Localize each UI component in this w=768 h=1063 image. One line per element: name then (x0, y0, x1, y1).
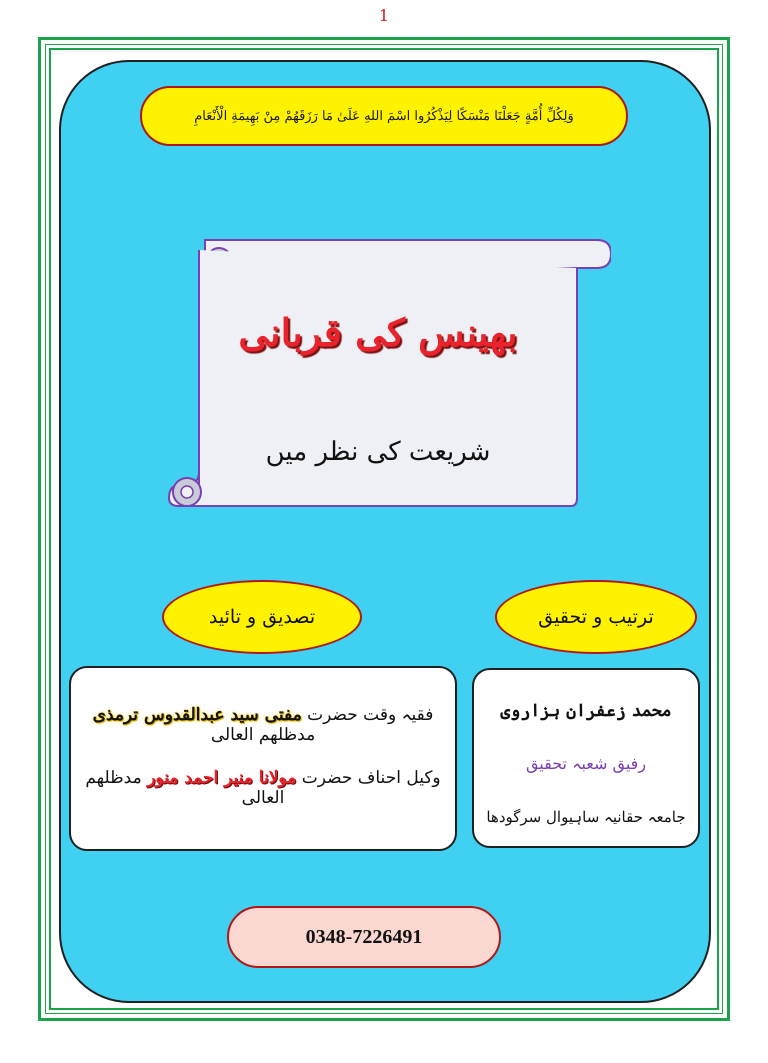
endorsers-box (69, 666, 457, 851)
verse-banner (140, 86, 628, 146)
endorsement-label-oval (162, 580, 362, 654)
contact-banner (227, 906, 501, 968)
endorser-line-1 (83, 704, 443, 745)
main-title: بھینس کی قربانی (238, 310, 518, 355)
cover-panel (59, 60, 711, 1003)
endorser-1-name: مفتی سید عبدالقدوس ترمذی (92, 705, 302, 725)
page-number: 1 (378, 6, 390, 25)
endorsement-label: تصدیق و تائید (208, 606, 316, 628)
title-scroll (165, 236, 611, 508)
compiler-role: رفیق شعبہ تحقیق (525, 754, 647, 773)
endorser-2-name: مولانا منیر احمد منور (147, 768, 297, 788)
endorser-1-prefix: فقیہ وقت حضرت (307, 705, 434, 725)
subtitle: شریعت کی نظر میں (265, 437, 491, 467)
endorser-line-2 (83, 768, 443, 808)
endorser-1-suffix: مدظلھم العالی (210, 725, 316, 745)
endorser-2-prefix: وکیل احناف حضرت (301, 768, 441, 788)
compiler-box (472, 668, 700, 848)
endorser-2-suffix: مدظلھم العالی (85, 768, 285, 808)
contact-phone: 0348-7226491 (305, 925, 423, 948)
verse-text: وَلِكُلِّ أُمَّةٍ جَعَلْنَا مَنْسَكًا لِيَذْكُرُوا اسْمَ اللهِ عَلَىٰ مَا رَزَقَهُمْ مِنْ بَهِيمَةِ الْأَنْعَامِ (194, 108, 574, 124)
compiler-label-oval (495, 580, 697, 654)
compiler-name: محمد زعفران ہزاروی (500, 701, 672, 721)
compiler-label: ترتیب و تحقیق (538, 606, 654, 628)
scroll-graphic (165, 236, 611, 508)
compiler-institution: جامعہ حقانیہ ساہیوال سرگودھا (486, 808, 686, 826)
